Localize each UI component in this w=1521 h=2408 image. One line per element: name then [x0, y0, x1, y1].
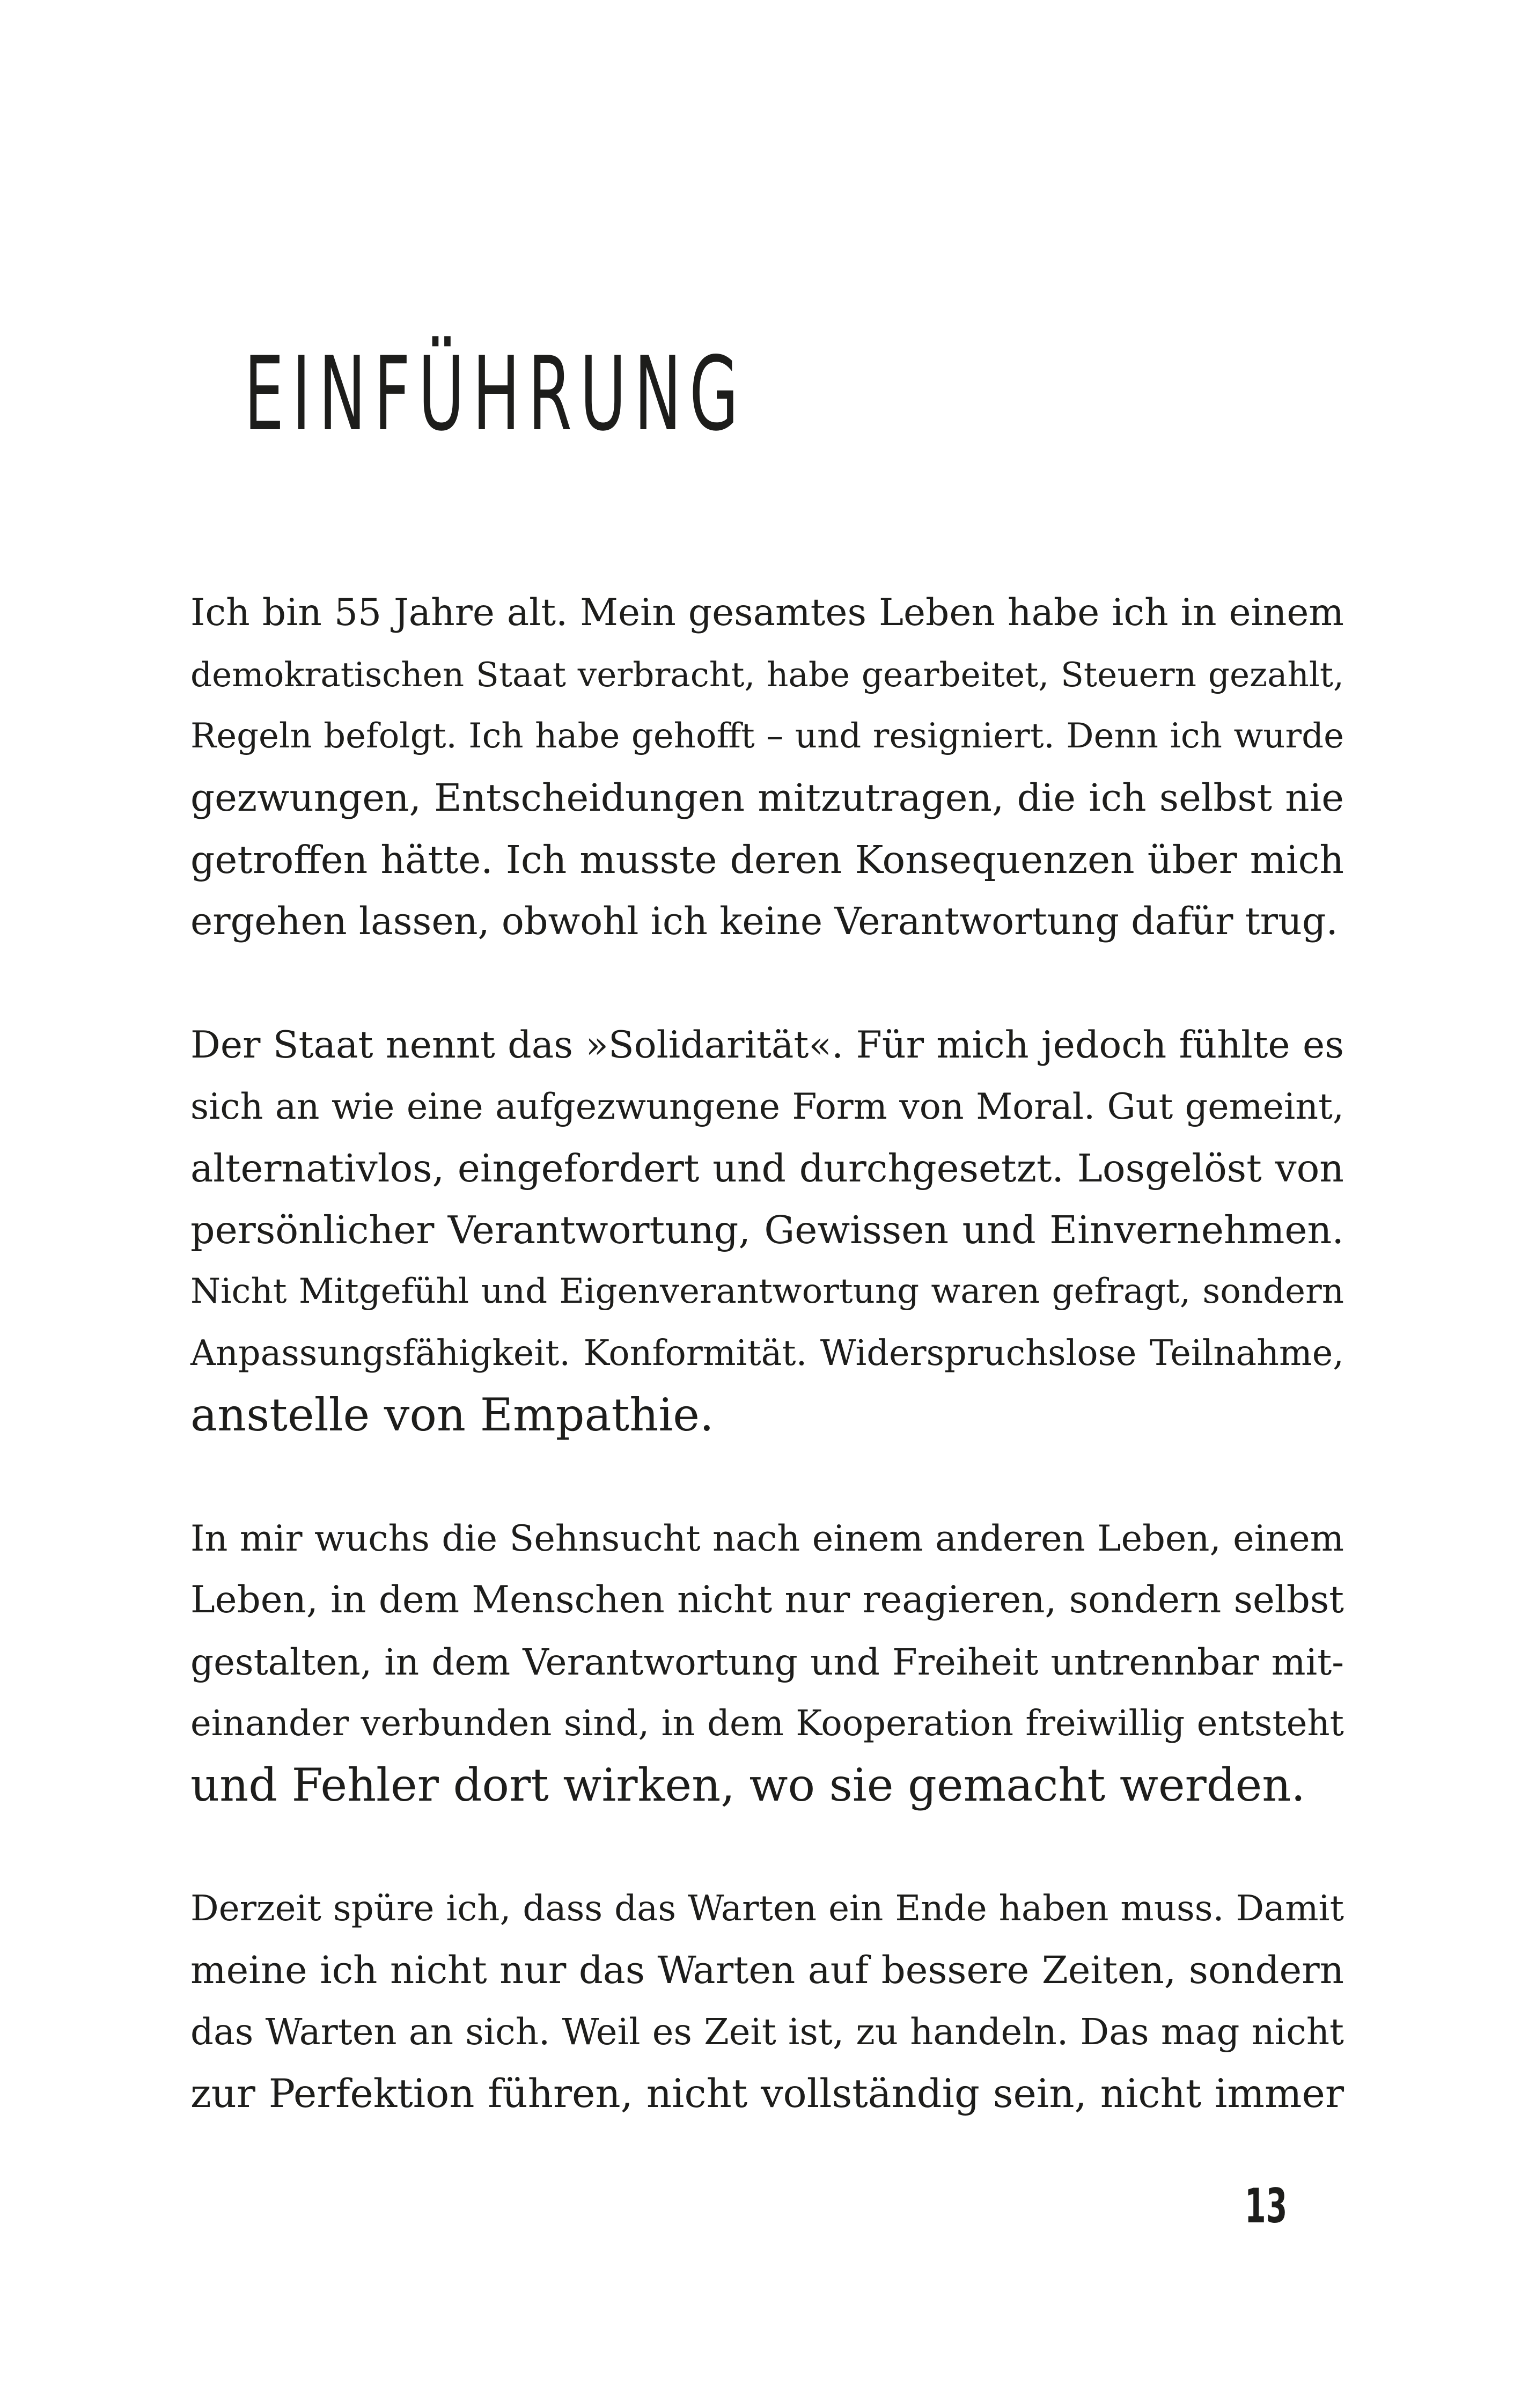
text-line: Nicht Mitgefühl und Eigenverantwortung waren gefragt, sondern — [190, 1272, 1344, 1311]
text-line: ergehen lassen, obwohl ich keine Verantwortung dafür trug. — [190, 900, 1338, 943]
text-line: Anpassungsfähigkeit. Konformität. Widerspruchslose Teilnahme, — [190, 1333, 1344, 1374]
paragraph-2 — [190, 1014, 1344, 1446]
page-number: 13 — [1245, 2178, 1288, 2234]
body-text — [190, 582, 1344, 2186]
text-line: gestalten, in dem Verantwortung und Freiheit untrennbar mit- — [190, 1641, 1344, 1683]
paragraph-3 — [190, 1508, 1344, 1816]
text-line: meine ich nicht nur das Warten auf bessere Zeiten, sondern — [190, 1948, 1344, 1992]
text-line: gezwungen, Entscheidungen mitzutragen, die ich selbst nie — [190, 776, 1344, 820]
text-line: Leben, in dem Menschen nicht nur reagieren, sondern selbst — [190, 1579, 1344, 1621]
text-line: das Warten an sich. Weil es Zeit ist, zu handeln. Das mag nicht — [190, 2011, 1344, 2053]
chapter-title: EINFÜHRUNG — [244, 335, 747, 453]
text-line: anstelle von Empathie. — [190, 1389, 714, 1441]
text-line: Derzeit spüre ich, dass das Warten ein Ende haben muss. Damit — [190, 1888, 1344, 1929]
text-line: Regeln befolgt. Ich habe gehofft – und resigniert. Denn ich wurde — [190, 716, 1344, 756]
paragraph-1 — [190, 582, 1344, 952]
text-line: zur Perfektion führen, nicht vollständig sein, nicht immer — [190, 2071, 1344, 2117]
text-line: getroffen hätte. Ich musste deren Konsequenzen über mich — [190, 838, 1344, 882]
text-line: Ich bin 55 Jahre alt. Mein gesamtes Leben habe ich in einem — [190, 591, 1344, 634]
text-line: einander verbunden sind, in dem Kooperation freiwillig entsteht — [190, 1703, 1344, 1744]
text-line: alternativlos, eingefordert und durchgesetzt. Losgelöst von — [190, 1146, 1344, 1191]
text-line: In mir wuchs die Sehnsucht nach einem anderen Leben, einem — [190, 1517, 1344, 1559]
text-line: und Fehler dort wirken, wo sie gemacht werden. — [190, 1759, 1306, 1811]
text-line: persönlicher Verantwortung, Gewissen und Einvernehmen. — [190, 1208, 1344, 1252]
text-line: demokratischen Staat verbracht, habe gearbeitet, Steuern gezahlt, — [190, 655, 1344, 694]
text-line: Der Staat nennt das »Solidarität«. Für mich jedoch fühlte es — [190, 1023, 1344, 1067]
text-line: sich an wie eine aufgezwungene Form von Moral. Gut gemeint, — [190, 1085, 1344, 1127]
paragraph-4 — [190, 1878, 1344, 2125]
